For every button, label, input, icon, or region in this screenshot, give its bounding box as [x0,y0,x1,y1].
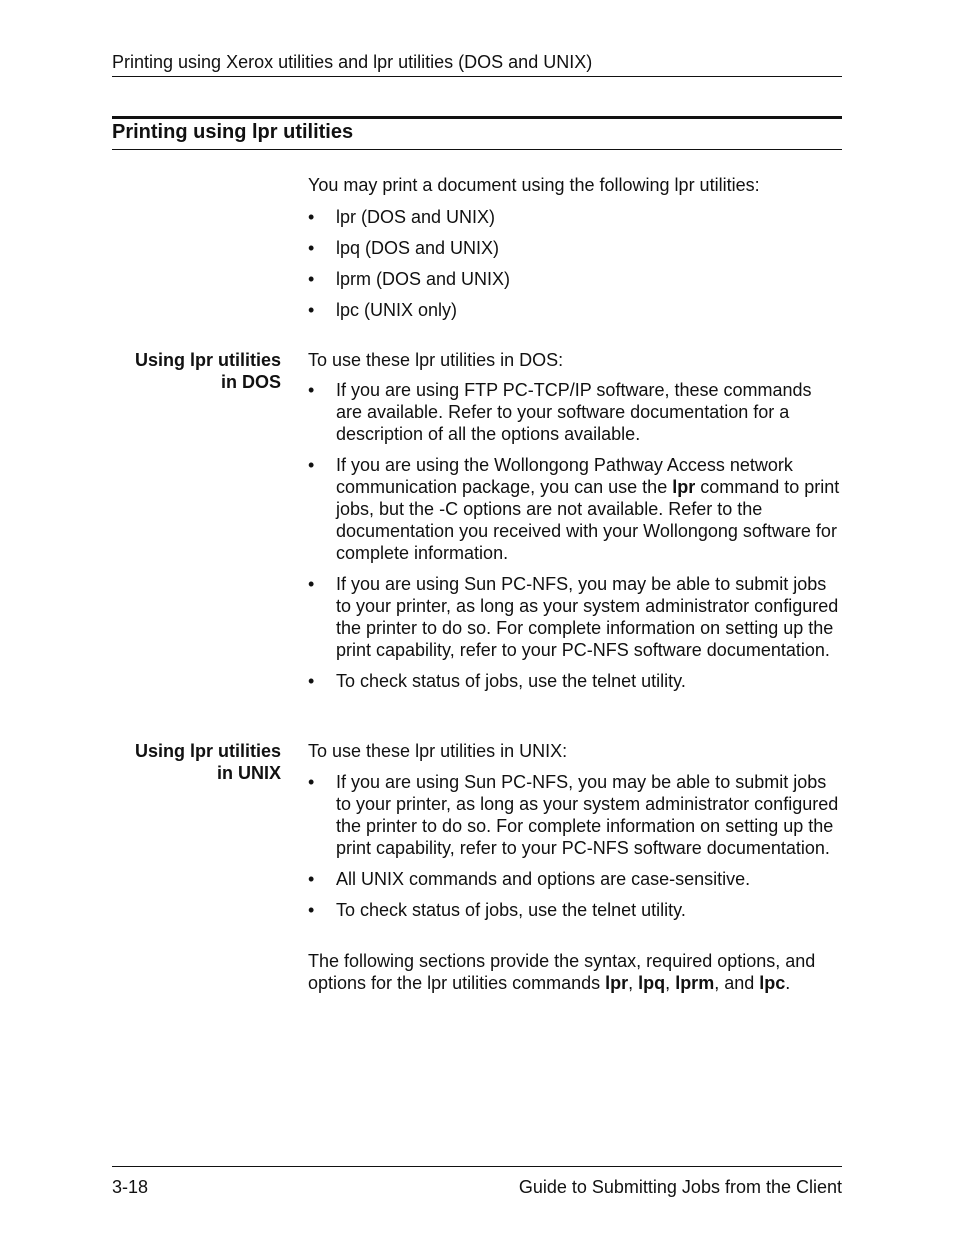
bullet-icon: • [308,869,315,889]
list-item: • If you are using Sun PC-NFS, you may be able to submit jobs to your printer, as long as your system administrator configured the printer to do so. For complete information on setting up the print capability, refer to your PC-NFS software documentation. [308,574,839,660]
list-item: • To check status of jobs, use the telnet utility. [308,671,686,691]
intro-list [308,206,842,330]
bullet-icon: • [308,269,315,289]
command-lpc: lpc [759,973,786,993]
list-item: • If you are using the Wollongong Pathway Access network communication package, you can use the lpr command to print jobs, but the -C options are not available. Refer to the documentation you received with your Wollongong software for complete information. [308,455,840,563]
bullet-icon: • [308,238,315,258]
list-item: • To check status of jobs, use the telnet utility. [308,900,686,920]
header-rule [112,76,842,77]
bullet-icon: • [308,574,315,594]
book-title: Guide to Submitting Jobs from the Client [518,1177,842,1197]
unix-side-heading: Using lpr utilities in UNIX [134,741,281,783]
bullet-icon: • [308,772,315,792]
bullet-icon: • [308,207,315,227]
closing-paragraph: The following sections provide the syntax, required options, and options for the lpr utilities commands lpr, lpq, lprm, and lpc. [308,951,816,993]
list-item: • If you are using Sun PC-NFS, you may be able to submit jobs to your printer, as long as your system administrator configured the printer to do so. For complete information on setting up the print capability, refer to your PC-NFS software documentation. [308,772,839,858]
running-header: Printing using Xerox utilities and lpr utilities (DOS and UNIX) [112,52,593,72]
command-lpr: lpr [672,477,696,497]
list-item: • lprm (DOS and UNIX) [308,269,511,289]
command-lpr: lpr [605,973,629,993]
command-lprm: lprm [675,973,715,993]
bullet-icon: • [308,671,315,691]
intro-text: You may print a document using the following lpr utilities: [308,175,760,195]
section-title: Printing using lpr utilities [112,121,354,143]
list-item: • lpq (DOS and UNIX) [308,238,500,258]
list-item: • All UNIX commands and options are case-sensitive. [308,869,751,889]
list-item: • lpr (DOS and UNIX) [308,207,496,227]
dos-lead: To use these lpr utilities in DOS: [308,350,564,370]
unix-list [308,771,842,930]
command-lpq: lpq [638,973,666,993]
bullet-icon: • [308,900,315,920]
page-number: 3-18 [112,1177,149,1197]
list-item: • If you are using FTP PC-TCP/IP software, these commands are available. Refer to your software documentation for a description of all the options available. [308,380,812,444]
section-bottom-rule [112,149,842,150]
dos-list [308,379,842,701]
dos-side-heading: Using lpr utilities in DOS [134,350,281,392]
bullet-icon: • [308,455,315,475]
unix-lead: To use these lpr utilities in UNIX: [308,741,568,761]
bullet-icon: • [308,300,315,320]
bullet-icon: • [308,380,315,400]
list-item: • lpc (UNIX only) [308,300,458,320]
footer-rule [112,1166,842,1167]
section-top-rule [112,116,842,119]
